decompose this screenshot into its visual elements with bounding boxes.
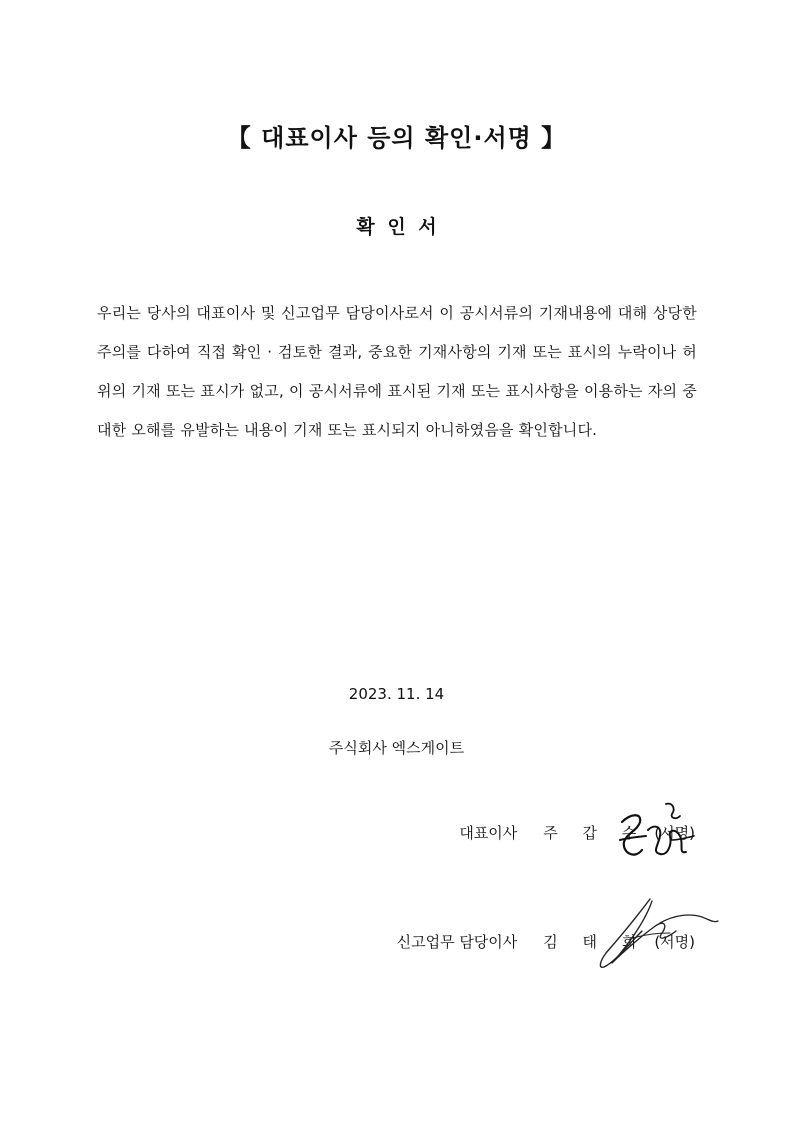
document-heading: 확 인 서 — [356, 216, 437, 238]
officer-role-label: 신고업무 담당이사 — [396, 933, 518, 951]
ceo-signature-line — [459, 822, 695, 843]
ceo-name: 주 갑 수 — [543, 824, 647, 842]
officer-signature-mark: (서명) — [654, 933, 695, 951]
page-title: 【 대표이사 등의 확인·서명 】 — [226, 124, 567, 152]
company-name: 주식회사 엑스게이트 — [328, 739, 465, 757]
ceo-signature-mark: (서명) — [654, 824, 695, 842]
ceo-role-label: 대표이사 — [459, 824, 518, 842]
officer-name: 김 태 희 — [543, 933, 647, 951]
officer-signature-line — [397, 931, 695, 952]
document-date: 2023. 11. 14 — [348, 685, 445, 703]
confirmation-statement: 우리는 당사의 대표이사 및 신고업무 담당이사로서 이 공시서류의 기재내용에 대해 상당한 주의를 다하여 직접 확인 · 검토한 결과, 중요한 기재사항의 기재 또는 표시의 누락이나 허위의 기재 또는 표시가 없고, 이 공시서류에 표시된 기재 또는 표시사항을 이용하는 자의 중대한 오해를 유발하는 내용이 기재 또는 표시되지 아니하였음을 확인합니다. — [97, 304, 697, 439]
